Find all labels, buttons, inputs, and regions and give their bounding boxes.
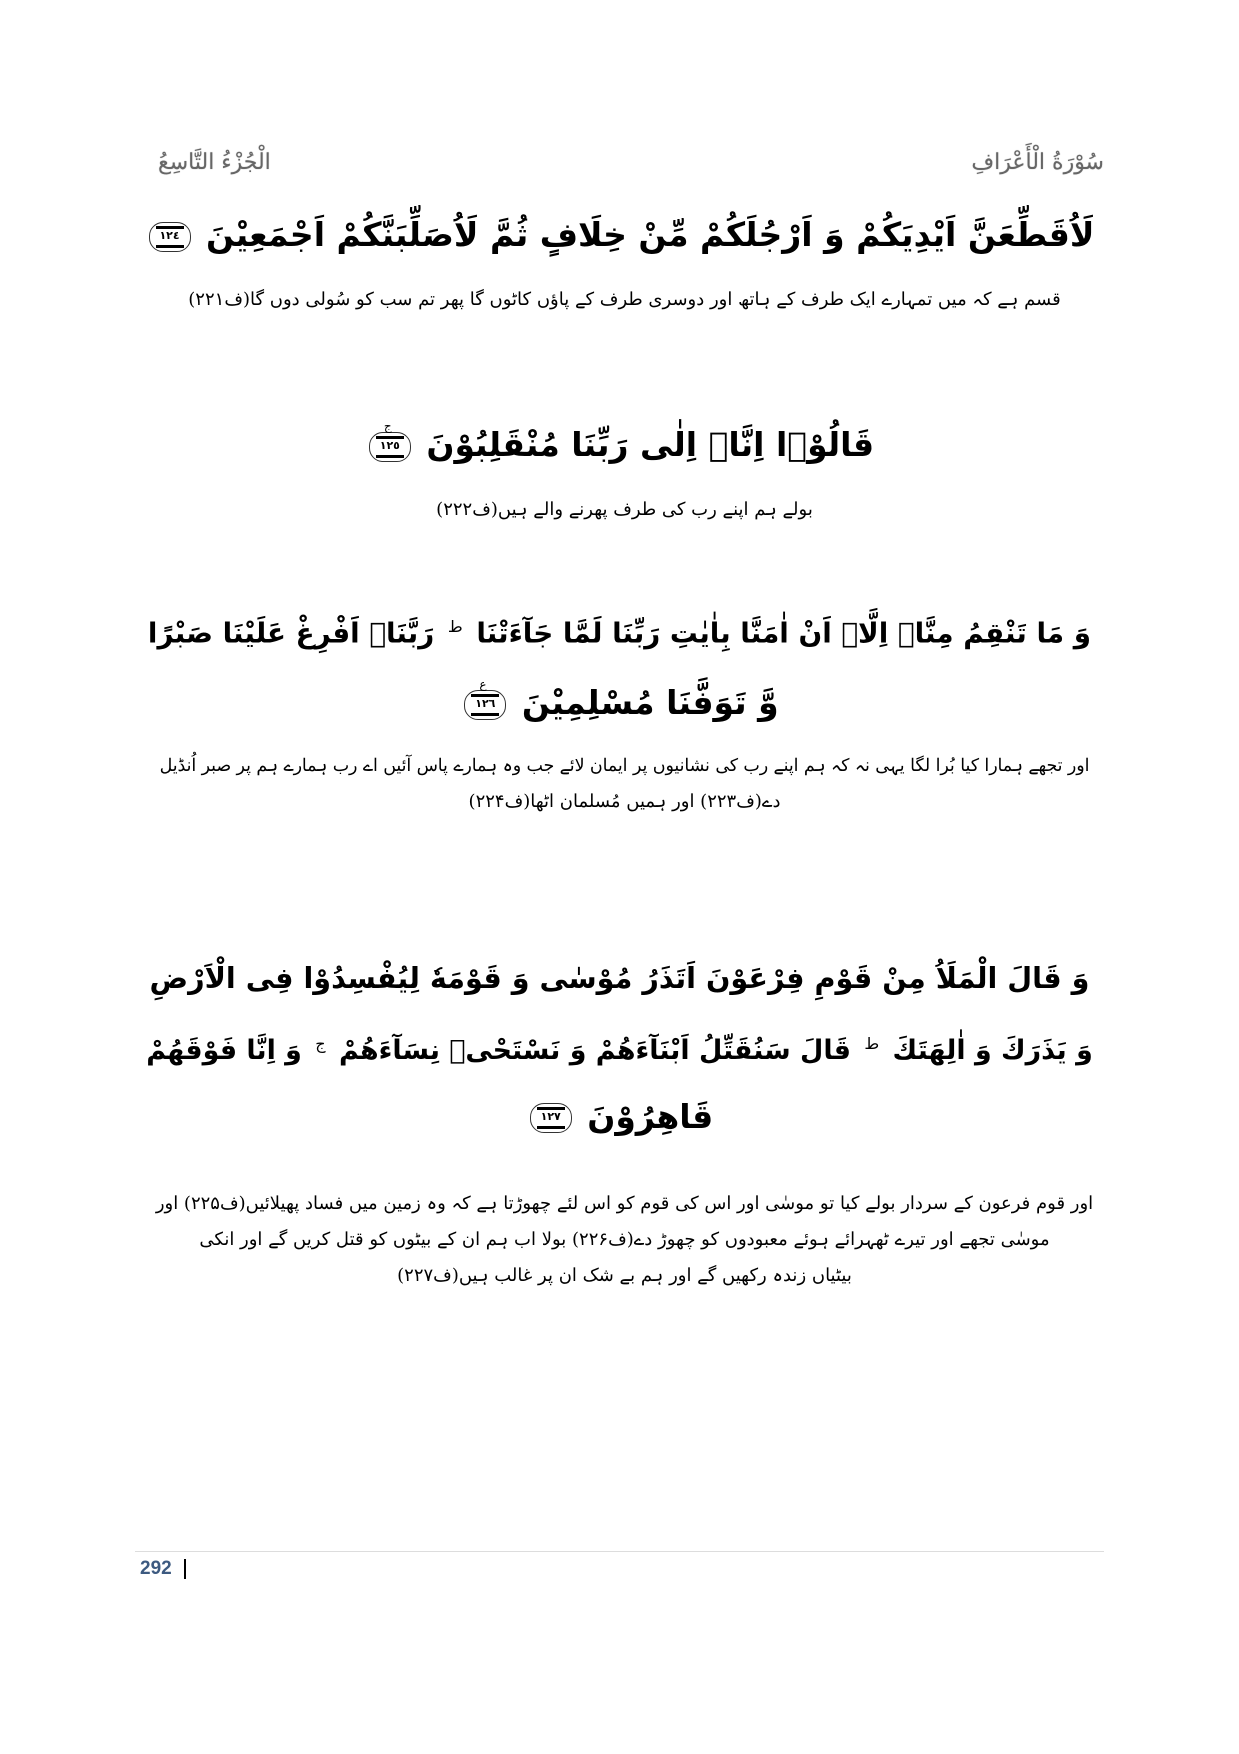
verse-number-marker: ج ١٢٥ (369, 432, 411, 462)
translation-line: بولے ہم اپنے رب کی طرف پھرنے والے ہیں(ف۲۲۲) (436, 499, 813, 520)
verse-125-arabic (140, 412, 1099, 478)
footer-divider (135, 1551, 1104, 1552)
page-number-separator (184, 1559, 186, 1579)
verse-text: وَ اِنَّا فَوْقَهُمْ (146, 1034, 302, 1066)
verse-number-marker: ١٢٧ (530, 1103, 572, 1133)
translation-line: بیٹیاں زندہ رکھیں گے اور ہم بے شک ان پر غالب ہیں(ف۲۲۷) (397, 1265, 852, 1286)
translation-line: اور تجھے ہمارا کیا بُرا لگا یہی نہ کہ ہم اپنے رب کی نشانیوں پر ایمان لائے جب وہ ہمارے پاس آئیں اے رب ہمارے ہم پر صبر اُنڈیل (159, 756, 1090, 776)
verse-124-arabic (140, 202, 1099, 268)
verse-126-translation (150, 748, 1099, 820)
verse-number-marker: ١٢٤ (149, 222, 191, 252)
surah-title-header: سُوْرَةُ الْأَعْرَافِ (971, 150, 1104, 175)
verse-text: وَ يَذَرَكَ وَ اٰلِهَتَكَ (892, 1034, 1093, 1066)
pause-mark: ج (315, 1034, 326, 1053)
verse-text: لَاُقَطِّعَنَّ اَيْدِيَكُمْ وَ اَرْجُلَكُمْ مِّنْ خِلَافٍ ثُمَّ لَاُصَلِّبَنَّكُمْ اَجْمَعِيْنَ (206, 215, 1095, 254)
translation-line: موسٰی تجھے اور تیرے ٹھہرائے ہوئے معبودوں کو چھوڑ دے(ف۲۲۶) بولا اب ہم ان کے بیٹوں کو قتل کریں گے اور انکی (199, 1229, 1050, 1250)
translation-line: اور قوم فرعون کے سردار بولے کیا تو موسٰی اور اس کی قوم کو اس لئے چھوڑتا ہے کہ وہ زمین میں فساد پھیلائیں(ف۲۲۵) اور (155, 1193, 1094, 1214)
verse-text: قَالَ سَنُقَتِّلُ اَبْنَآءَهُمْ وَ نَسْتَحْیٖ نِسَآءَهُمْ (338, 1034, 852, 1066)
verse-125-translation (150, 492, 1099, 528)
stop-sign: ع (479, 676, 487, 691)
verse-127-translation (150, 1186, 1099, 1294)
pause-mark: ط (447, 617, 463, 636)
verse-text: وَ مَا تَنْقِمُ مِنَّاۤ اِلَّاۤ اَنْ اٰمَنَّا بِاٰيٰتِ رَبِّنَا لَمَّا جَآءَتْنَا (476, 616, 1092, 650)
juz-title-header: الْجُزْءُ التَّاسِعُ (158, 150, 271, 175)
verse-text: وَ قَالَ الْمَلَاُ مِنْ قَوْمِ فِرْعَوْنَ اَتَذَرُ مُوْسٰى وَ قَوْمَهٗ لِيُفْسِدُوْا فِى الْاَرْضِ (149, 961, 1090, 995)
verse-124-translation (150, 282, 1099, 318)
verse-text: قَالُوْۤا اِنَّاۤ اِلٰى رَبِّنَا مُنْقَلِبُوْنَ (426, 425, 875, 464)
verse-126-arabic (140, 592, 1099, 738)
translation-line: دے(ف۲۲۳) اور ہمیں مُسلمان اٹھا(ف۲۲۴) (468, 791, 781, 812)
verse-text: وَّ تَوَفَّنَا مُسْلِمِيْنَ (521, 683, 779, 723)
page-number: 292 (140, 1558, 172, 1579)
translation-line: قسم ہے کہ میں تمہارے ایک طرف کے ہاتھ اور دوسری طرف کے پاؤں کاٹوں گا پھر تم سب کو سُولی دوں گا(ف۲۲۱) (188, 289, 1061, 310)
verse-127-arabic (140, 945, 1099, 1150)
verse-text: قَاهِرُوْنَ (587, 1096, 714, 1136)
pause-mark: ط (864, 1034, 880, 1053)
verse-text: رَبَّنَاۤ اَفْرِغْ عَلَيْنَا صَبْرًا (147, 616, 435, 650)
stop-sign: ج (383, 418, 392, 433)
verse-number-marker: ع ١٢٦ (464, 690, 506, 720)
